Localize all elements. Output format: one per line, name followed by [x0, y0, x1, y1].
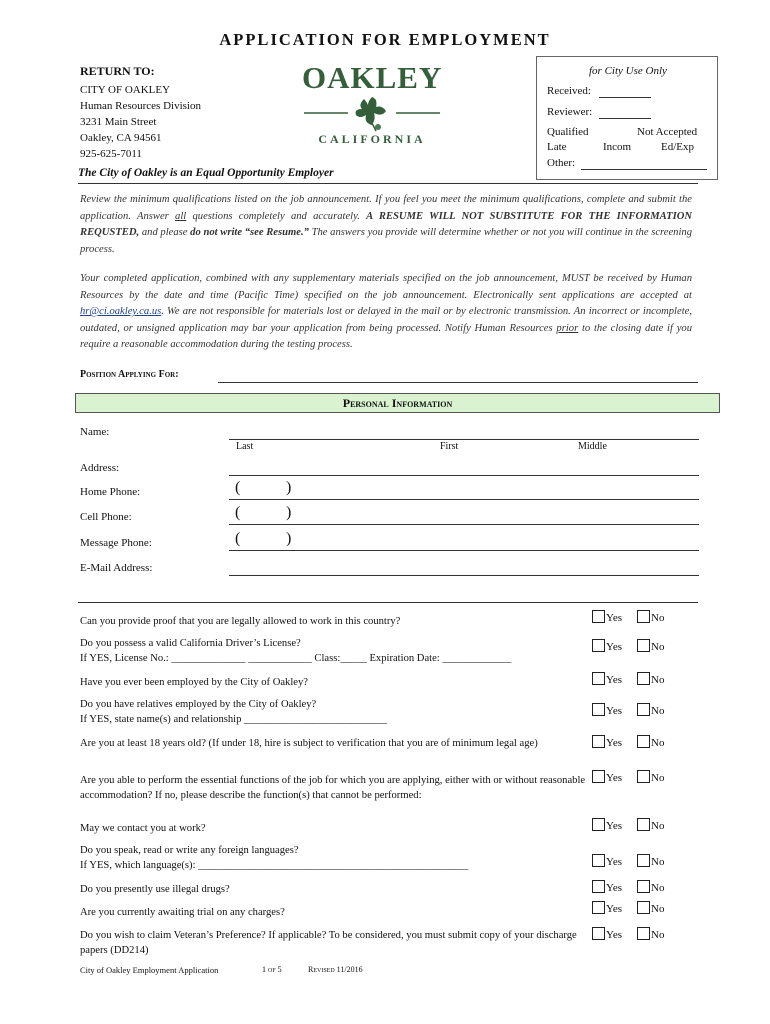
no-checkbox[interactable] [637, 927, 664, 941]
cell-phone-input[interactable] [229, 524, 699, 525]
city-logo [302, 60, 442, 154]
ed-exp-label: Ed/Exp [661, 141, 694, 153]
yes-label: Yes [606, 705, 623, 717]
address-label: Address: [80, 462, 120, 474]
other-label: Other: [547, 157, 576, 169]
intro-text: to the closing date if you require a reasonable accommodation during the testing process. [80, 322, 692, 350]
question-work-eligibility: Can you provide proof that you are legally allowed to work in this country? [80, 616, 401, 627]
no-label: No [651, 674, 665, 686]
email-label: E-Mail Address: [80, 562, 153, 574]
yes-label: Yes [606, 820, 623, 832]
no-label: No [651, 737, 665, 749]
name-label: Name: [80, 426, 110, 438]
address-line: Oakley, CA 94561 [80, 132, 162, 144]
address-input[interactable] [229, 475, 699, 476]
home-phone-label: Home Phone: [80, 486, 141, 498]
checkbox[interactable] [637, 639, 650, 652]
question-prior-employment: Have you ever been employed by the City of Oakley? [80, 677, 308, 688]
logo-name: OAKLEY [302, 60, 443, 95]
checkbox[interactable] [592, 901, 605, 914]
checkbox[interactable] [637, 703, 650, 716]
footer-revised: Revised 11/2016 [308, 965, 363, 974]
oak-leaf-icon [302, 93, 442, 133]
late-label: Late [547, 141, 567, 153]
question-awaiting-trial: Are you currently awaiting trial on any charges? [80, 907, 285, 918]
city-use-box [536, 56, 718, 180]
checkbox[interactable] [592, 672, 605, 685]
checkbox[interactable] [637, 880, 650, 893]
yes-label: Yes [606, 772, 623, 784]
yes-label: Yes [606, 674, 623, 686]
no-label: No [651, 856, 665, 868]
question-subtext: If YES, state name(s) and relationship ___________________________ [80, 714, 388, 725]
yes-label: Yes [606, 641, 623, 653]
no-label: No [651, 929, 665, 941]
yes-label: Yes [606, 929, 623, 941]
city-use-header: for City Use Only [589, 65, 667, 77]
checkbox[interactable] [637, 901, 650, 914]
cell-phone-label: Cell Phone: [80, 511, 132, 523]
yes-label: Yes [606, 856, 623, 868]
no-checkbox[interactable] [637, 818, 664, 832]
yes-checkbox[interactable] [592, 735, 622, 749]
checkbox[interactable] [592, 610, 605, 623]
not-accepted-label: Not Accepted [637, 126, 698, 138]
checkbox[interactable] [637, 854, 650, 867]
question-illegal-drugs: Do you presently use illegal drugs? [80, 884, 230, 895]
question-text: Do you have relatives employed by the City of Oakley? [80, 699, 317, 710]
received-label: Received: [547, 85, 591, 97]
qualified-label: Qualified [547, 126, 589, 138]
yes-checkbox[interactable] [592, 672, 622, 686]
message-phone-input[interactable] [229, 550, 699, 551]
return-address [80, 82, 201, 162]
address-line: 3231 Main Street [80, 116, 157, 128]
yes-checkbox[interactable] [592, 639, 622, 653]
reviewer-label: Reviewer: [547, 106, 593, 118]
yes-label: Yes [606, 737, 623, 749]
no-label: No [651, 612, 665, 624]
area-code-close: ) [286, 530, 292, 547]
no-checkbox[interactable] [637, 735, 664, 749]
no-checkbox[interactable] [637, 880, 664, 894]
yes-checkbox[interactable] [592, 818, 622, 832]
intro-text: Your completed application, combined with any supplementary materials specified on the job announcement, MUST be received by Human Resources by the date and time (Pacific Time) specified on the job announcement. Electronically sent applications are accepted at [80, 273, 692, 301]
question-contact-at-work: May we contact you at work? [80, 823, 206, 834]
area-code-open: ( [235, 530, 241, 547]
no-checkbox[interactable] [637, 610, 664, 624]
no-checkbox[interactable] [637, 854, 664, 868]
page-title: APPLICATION FOR EMPLOYMENT [219, 30, 551, 49]
received-line[interactable] [599, 97, 651, 98]
checkbox[interactable] [637, 770, 650, 783]
home-phone-input[interactable] [229, 499, 699, 500]
no-checkbox[interactable] [637, 672, 664, 686]
question-veterans-preference: Do you wish to claim Veteran’s Preference? If applicable? To be considered, you must submit copy of your discharge papers (DD214) [80, 930, 577, 956]
area-code-open: ( [235, 479, 241, 496]
question-text: Do you speak, read or write any foreign languages? [80, 845, 299, 856]
checkbox[interactable] [637, 672, 650, 685]
checkbox[interactable] [592, 818, 605, 831]
footer-page: 1 of 5 [262, 965, 282, 974]
eoe-statement: The City of Oakley is an Equal Opportunity Employer [78, 167, 334, 179]
intro-text: Review the minimum qualifications listed on the job announcement. If you feel you meet the minimum qualifications, complete and submit the application. Answer [80, 194, 692, 222]
question-text: Do you possess a valid California Driver’s License? [80, 638, 301, 649]
address-line: Human Resources Division [80, 100, 201, 112]
no-label: No [651, 705, 665, 717]
yes-checkbox[interactable] [592, 703, 622, 717]
question-subtext: If YES, License No.: ______________ ____________ Class:_____ Expiration Date: _____________ [80, 653, 512, 664]
intro-paragraph-2 [80, 271, 692, 354]
checkbox[interactable] [592, 854, 605, 867]
question-foreign-languages [80, 843, 590, 873]
checkbox[interactable] [592, 770, 605, 783]
logo-state: CALIFORNIA [318, 132, 426, 146]
name-input[interactable] [229, 439, 699, 440]
intro-resume-warning: A RESUME WILL NOT SUBSTITUTE FOR THE INFORMATION REQUSTED, [80, 210, 693, 238]
incom-label: Incom [603, 141, 632, 153]
email-link[interactable]: hr@ci.oakley.ca.us [80, 306, 162, 317]
question-subtext: If YES, which language(s): ___________________________________________________ [80, 860, 469, 871]
no-label: No [651, 882, 665, 894]
address-line: CITY OF OAKLEY [80, 84, 171, 96]
no-label: No [651, 641, 665, 653]
checkbox[interactable] [637, 610, 650, 623]
area-code-close: ) [286, 504, 292, 521]
no-label: No [651, 903, 665, 915]
other-line[interactable] [581, 169, 707, 170]
yes-checkbox[interactable] [592, 854, 622, 868]
yes-checkbox[interactable] [592, 901, 622, 915]
no-label: No [651, 772, 665, 784]
intro-text: and please [139, 227, 191, 238]
question-essential-functions: Are you able to perform the essential functions of the job for which you are applying, either with or without reasonable accommodation? If no, please describe the function(s) that cannot be performed: [80, 775, 586, 801]
intro-text: . We are not responsible for materials lost or delayed in the mail or by electronic transmission. An incorrect or incomplete, outdated, or unsigned application may bar your application from being processed. Notify Human Resources [80, 306, 692, 334]
footer-title: City of Oakley Employment Application [80, 965, 219, 975]
question-drivers-license [80, 636, 590, 666]
yes-label: Yes [606, 612, 623, 624]
checkbox[interactable] [592, 880, 605, 893]
checkbox[interactable] [637, 818, 650, 831]
checkbox[interactable] [592, 639, 605, 652]
address-line: 925-625-7011 [80, 148, 142, 160]
section-personal-information: Personal Information [75, 393, 720, 413]
intro-text-all: all [175, 210, 187, 222]
yes-label: Yes [606, 903, 623, 915]
checkbox[interactable] [592, 735, 605, 748]
no-checkbox[interactable] [637, 703, 664, 717]
no-checkbox[interactable] [637, 639, 664, 653]
area-code-close: ) [286, 479, 292, 496]
yes-label: Yes [606, 882, 623, 894]
first-label: First [440, 441, 459, 452]
yes-checkbox[interactable] [592, 880, 622, 894]
email-input[interactable] [229, 575, 699, 576]
question-age: Are you at least 18 years old? (If under 18, hire is subject to verification that you are of minimum legal age) [80, 738, 538, 749]
divider [78, 602, 698, 603]
intro-paragraph-1 [80, 192, 692, 258]
intro-text: The answers you provide will determine whether or not you will continue in the screening process. [80, 227, 692, 255]
checkbox[interactable] [592, 927, 605, 940]
checkbox[interactable] [637, 735, 650, 748]
question-relatives [80, 697, 590, 727]
middle-label: Middle [578, 441, 607, 452]
area-code-open: ( [235, 504, 241, 521]
return-to-label: RETURN TO: [80, 64, 155, 78]
reviewer-line[interactable] [599, 118, 651, 119]
position-input[interactable] [218, 382, 698, 383]
yes-checkbox[interactable] [592, 927, 622, 941]
intro-see-resume: do not write “see Resume.” [190, 227, 309, 238]
yes-checkbox[interactable] [592, 610, 622, 624]
no-checkbox[interactable] [637, 901, 664, 915]
checkbox[interactable] [592, 703, 605, 716]
position-label: Position Applying For: [80, 369, 179, 380]
yes-checkbox[interactable] [592, 770, 622, 784]
no-checkbox[interactable] [637, 770, 664, 784]
message-phone-label: Message Phone: [80, 537, 152, 549]
last-label: Last [236, 441, 254, 452]
divider [78, 183, 698, 184]
checkbox[interactable] [637, 927, 650, 940]
no-label: No [651, 820, 665, 832]
intro-text-prior: prior [556, 322, 579, 334]
intro-text: questions completely and accurately. [186, 210, 367, 222]
